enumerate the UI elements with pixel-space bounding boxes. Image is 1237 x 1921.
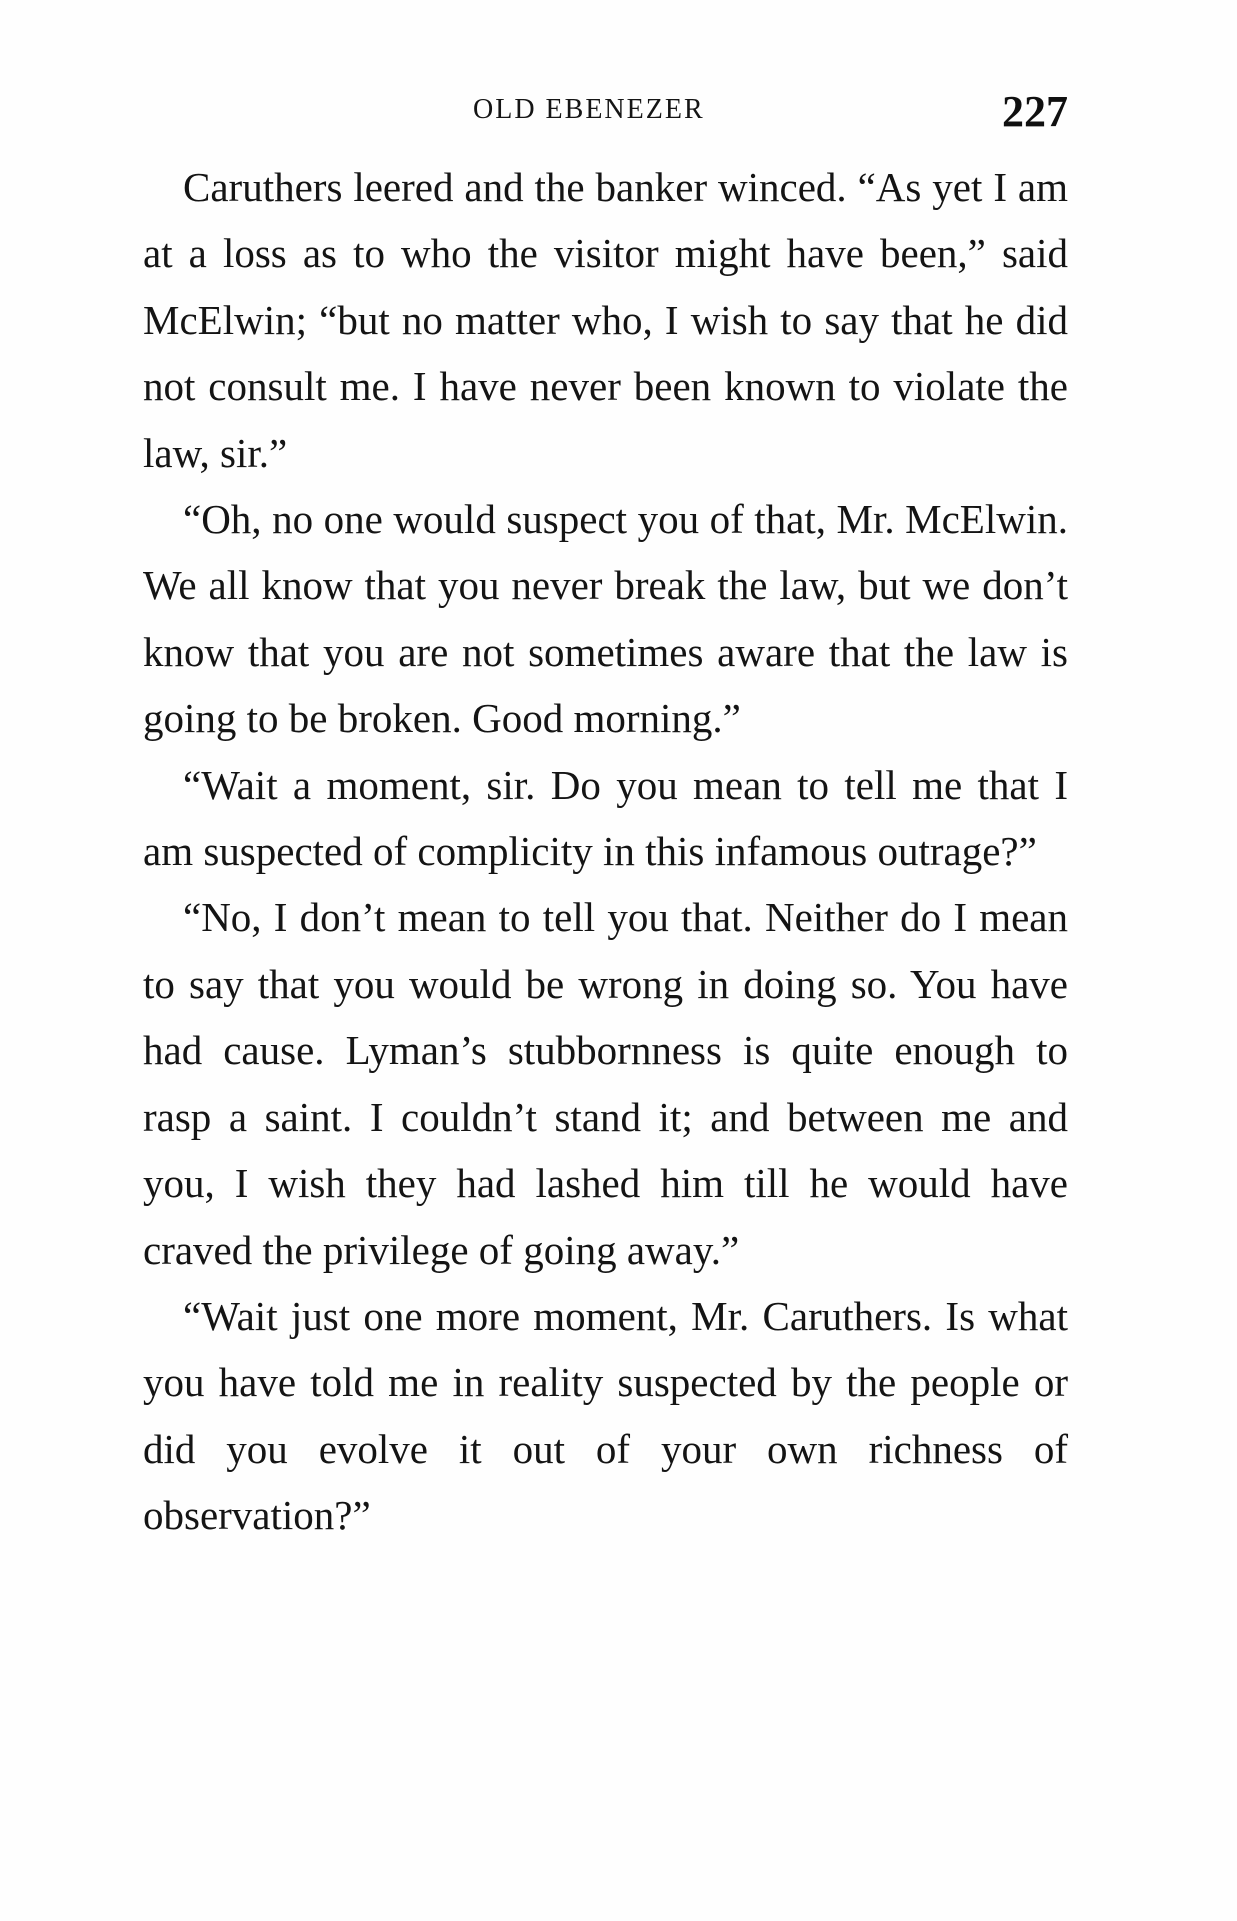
running-head: [143, 86, 1068, 134]
running-title: OLD EBENEZER: [473, 94, 705, 125]
paragraph-3: “Wait a moment, sir. Do you mean to tell me that I am suspected of complicity in this infamous outrage?”: [143, 761, 1068, 875]
paragraph-5: “Wait just one more moment, Mr. Caruthers. Is what you have told me in reality suspected by the people or did you evolve it out of your own richness of observation?”: [143, 1292, 1068, 1539]
paragraph-1: Caruthers leered and the banker winced. “As yet I am at a loss as to who the visitor might have been,” said McElwin; “but no matter who, I wish to say that he did not consult me. I have never been known to violate the law, sir.”: [143, 164, 1068, 476]
page-number: 227: [1002, 87, 1068, 136]
paragraph-2: “Oh, no one would suspect you of that, Mr. McElwin. We all know that you never break the law, but we don’t know that you are not sometimes aware that the law is going to be broken. Good morning.”: [143, 496, 1068, 742]
body-text: [143, 154, 1068, 1549]
paragraph-4: “No, I don’t mean to tell you that. Neither do I mean to say that you would be wrong in doing so. You have had cause. Lyman’s stubbornness is quite enough to rasp a saint. I couldn’t stand it; and between me and you, I wish they had lashed him till he would have craved the privilege of going away.”: [143, 894, 1068, 1273]
